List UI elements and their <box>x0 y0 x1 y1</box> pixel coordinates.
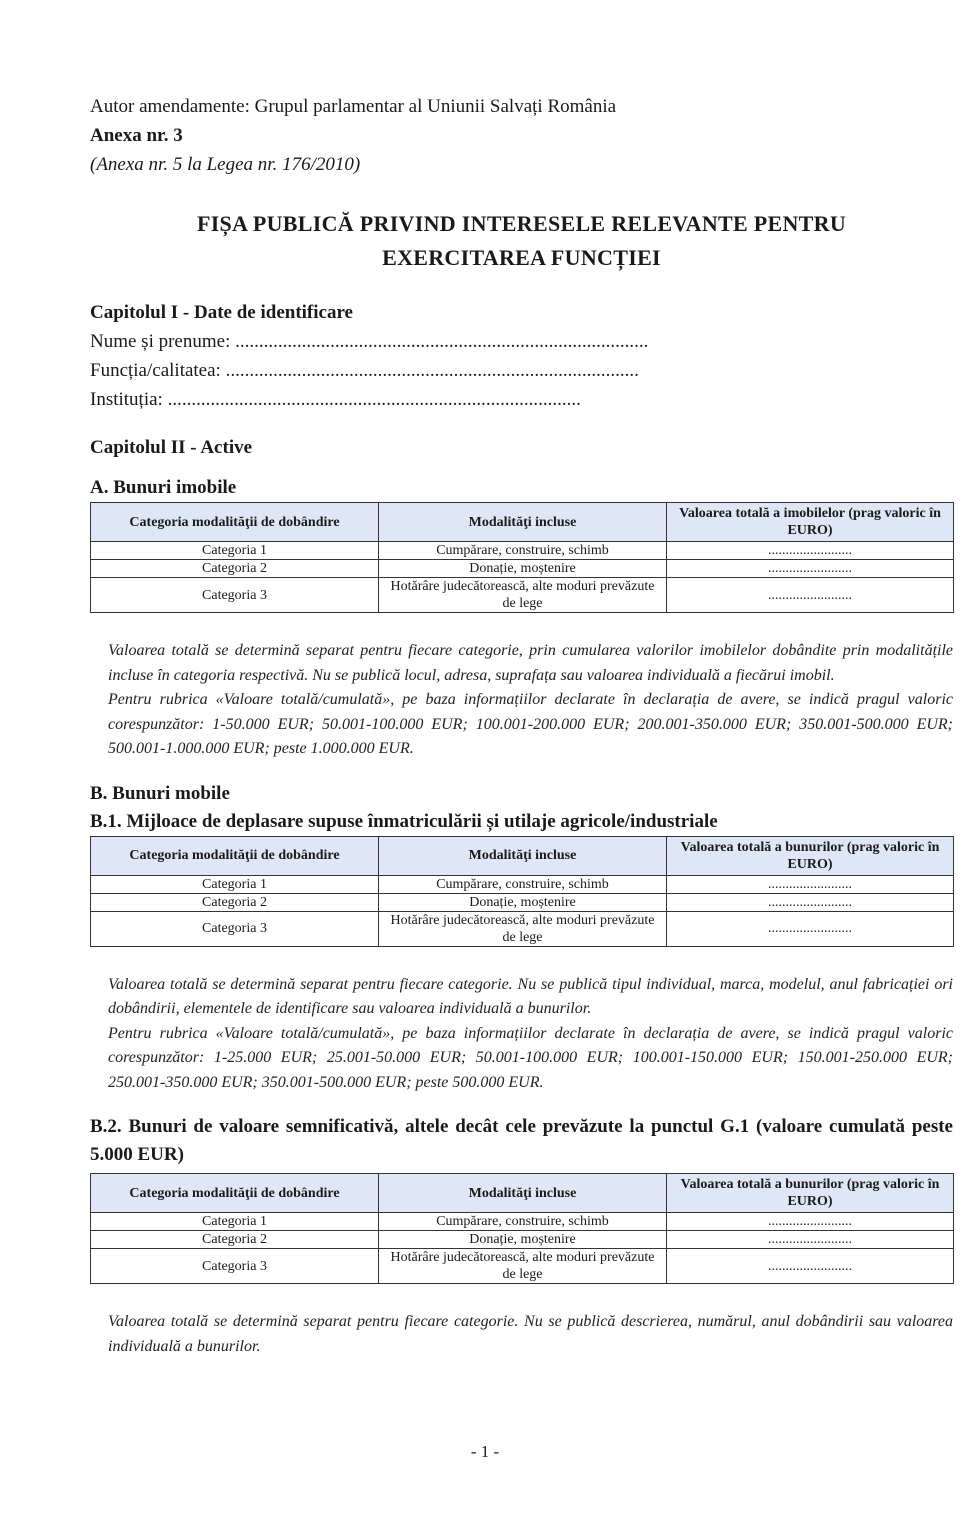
table-cell: Categoria 3 <box>91 911 379 946</box>
column-header: Modalităţi incluse <box>379 503 667 542</box>
section-b2-note-1: Valoarea totală se determină separat pentru fiecare categorie. Nu se publică descrierea, numărul, anul dobândirii sau valoarea individuală a bunurilor. <box>108 1313 953 1355</box>
annex-label: Anexa nr. 3 <box>90 125 183 146</box>
annex-reference: (Anexa nr. 5 la Legea nr. 176/2010) <box>90 154 361 175</box>
section-b1-heading: B.1. Mijloace de deplasare supuse înmatriculării și utilaje agricole/industriale <box>90 810 718 832</box>
table-row <box>91 911 954 946</box>
table-cell: Categoria 1 <box>91 542 379 560</box>
table-cell: Categoria 1 <box>91 875 379 893</box>
table-cell: Categoria 2 <box>91 1231 379 1249</box>
table-header-row <box>91 503 954 542</box>
table-cell: ........................ <box>667 1213 954 1231</box>
institution-field: Instituția: ....................................................................................... <box>90 389 581 410</box>
table-cell: ........................ <box>667 875 954 893</box>
name-field: Nume și prenume: ....................................................................................... <box>90 331 649 352</box>
column-header: Modalităţi incluse <box>379 1174 667 1213</box>
table-cell: ........................ <box>667 893 954 911</box>
table-cell: Categoria 3 <box>91 1249 379 1284</box>
author-line: Autor amendamente: Grupul parlamentar al Uniunii Salvați România <box>90 96 617 117</box>
column-header: Categoria modalităţii de dobândire <box>91 836 379 875</box>
table-row <box>91 578 954 613</box>
table-cell: Donație, moștenire <box>379 560 667 578</box>
table-cell: Donație, moștenire <box>379 893 667 911</box>
table-row <box>91 560 954 578</box>
section-b1-note-1: Valoarea totală se determină separat pentru fiecare categorie. Nu se publică tipul individual, marca, modelul, anul fabricației ori dobândirii, elementele de identificare sau valoarea individuală a bunurilor. <box>108 975 953 1017</box>
table-row <box>91 542 954 560</box>
section-a-note-2: Pentru rubrica «Valoare totală/cumulată», pe baza informațiilor declarate în declarația de avere, se indică pragul valoric corespunzător: 1-50.000 EUR; 50.001-100.000 EUR; 100.001-200.000 EUR; 200.001-350.000 EUR; 350.001-500.000 EUR; 500.001-1.000.000 EUR; peste 1.000.000 EUR. <box>108 691 953 757</box>
table-row <box>91 893 954 911</box>
column-header: Modalităţi incluse <box>379 836 667 875</box>
chapter-1-heading: Capitolul I - Date de identificare <box>90 302 353 323</box>
column-header: Valoarea totală a imobilelor (prag valoric în EURO) <box>667 503 954 542</box>
table-row <box>91 1231 954 1249</box>
table-cell: Hotărâre judecătorească, alte moduri prevăzute de lege <box>379 578 667 613</box>
column-header: Categoria modalităţii de dobândire <box>91 1174 379 1213</box>
column-header: Categoria modalităţii de dobândire <box>91 503 379 542</box>
column-header: Valoarea totală a bunurilor (prag valoric în EURO) <box>667 836 954 875</box>
table-cell: Cumpărare, construire, schimb <box>379 1213 667 1231</box>
chapter-2-heading: Capitolul II - Active <box>90 437 253 458</box>
page-number: - 1 - <box>470 1442 500 1461</box>
section-b-heading: B. Bunuri mobile <box>90 782 230 804</box>
document-title <box>90 207 953 275</box>
valuables-table <box>90 1173 954 1284</box>
table-cell: Categoria 2 <box>91 560 379 578</box>
section-a-heading: A. Bunuri imobile <box>90 477 237 498</box>
table-cell: Cumpărare, construire, schimb <box>379 875 667 893</box>
table-cell: Donație, moștenire <box>379 1231 667 1249</box>
table-cell: ........................ <box>667 560 954 578</box>
vehicles-table <box>90 836 954 947</box>
table-cell: ........................ <box>667 1231 954 1249</box>
section-b1-note-2: Pentru rubrica «Valoare totală/cumulată», pe baza informațiilor declarate în declarația de avere, se indică pragul valoric corespunzător: 1-25.000 EUR; 25.001-50.000 EUR; 50.001-100.000 EUR; 100.001-150.000 EUR; 150.001-250.000 EUR; 250.001-350.000 EUR; 350.001-500.000 EUR; peste 500.000 EUR. <box>108 1024 953 1091</box>
table-row <box>91 875 954 893</box>
section-b2-heading: B.2. Bunuri de valoare semnificativă, altele decât cele prevăzute la punctul G.1 (valoare cumulată peste 5.000 EUR) <box>90 1116 953 1165</box>
section-a-note-1: Valoarea totală se determină separat pentru fiecare categorie, prin cumularea valorilor imobilelor dobândite prin modalitățile incluse în categoria respectivă. Nu se publică locul, adresa, suprafața sau valoarea individuală a fiecărui imobil. <box>108 642 953 684</box>
title-line-1: FIȘA PUBLICĂ PRIVIND INTERESELE RELEVANTE PENTRU <box>196 211 847 236</box>
table-row <box>91 1213 954 1231</box>
real-estate-table <box>90 502 954 613</box>
table-cell: Hotărâre judecătorească, alte moduri prevăzute de lege <box>379 911 667 946</box>
table-cell: Categoria 1 <box>91 1213 379 1231</box>
table-cell: Categoria 2 <box>91 893 379 911</box>
table-header-row <box>91 836 954 875</box>
table-cell: ........................ <box>667 911 954 946</box>
document-page <box>90 92 953 1359</box>
function-field: Funcția/calitatea: ....................................................................................... <box>90 360 639 381</box>
table-cell: ........................ <box>667 1249 954 1284</box>
table-cell: Hotărâre judecătorească, alte moduri prevăzute de lege <box>379 1249 667 1284</box>
table-cell: ........................ <box>667 542 954 560</box>
table-cell: Categoria 3 <box>91 578 379 613</box>
title-line-2: EXERCITAREA FUNCȚIEI <box>382 245 661 270</box>
table-row <box>91 1249 954 1284</box>
table-header-row <box>91 1174 954 1213</box>
column-header: Valoarea totală a bunurilor (prag valoric în EURO) <box>667 1174 954 1213</box>
table-cell: ........................ <box>667 578 954 613</box>
table-cell: Cumpărare, construire, schimb <box>379 542 667 560</box>
